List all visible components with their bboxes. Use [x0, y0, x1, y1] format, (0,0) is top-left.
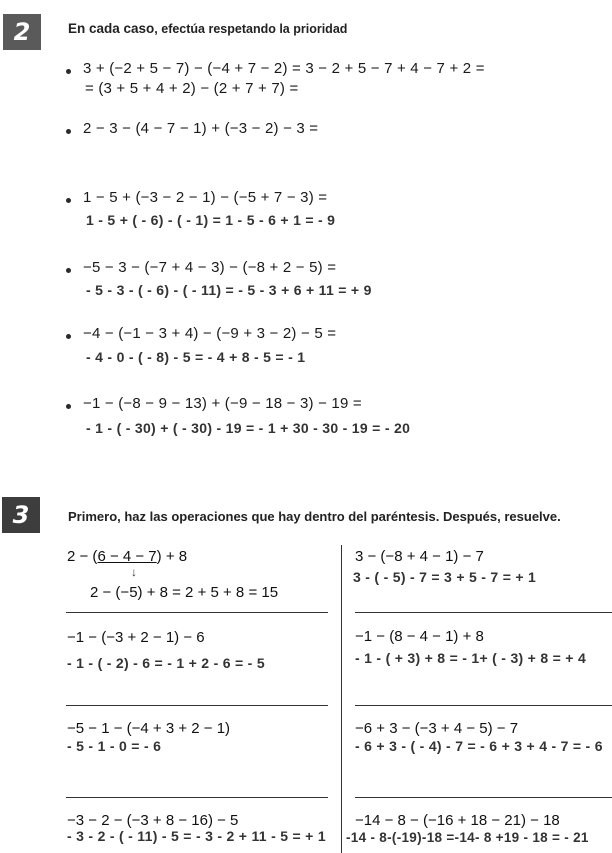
row-divider	[66, 705, 328, 706]
bullet	[66, 129, 71, 134]
row-divider	[355, 797, 612, 798]
exercise-expression: −1 − (−3 + 2 − 1) − 6	[67, 629, 205, 646]
handwritten-answer: - 1 - ( - 30) + ( - 30) - 19 = - 1 + 30 - 30 - 19 = - 20	[86, 420, 411, 436]
exercise-expression: 3 − (−8 + 4 − 1) − 7	[355, 548, 484, 565]
expression-line: −1 − (−8 − 9 − 13) + (−9 − 18 − 3) − 19 =	[83, 395, 362, 412]
handwritten-answer: - 5 - 1 - 0 = - 6	[67, 738, 162, 754]
example-result: 2 − (−5) + 8 = 2 + 5 + 8 = 15	[90, 584, 279, 601]
row-divider	[66, 797, 328, 798]
bullet	[66, 198, 71, 203]
exercise-3-heading: Primero, haz las operaciones que hay dentro del paréntesis. Después, resuelve.	[68, 509, 561, 524]
expression-line: = (3 + 5 + 4 + 2) − (2 + 7 + 7) =	[85, 80, 299, 97]
exercise-expression: −5 − 1 − (−4 + 3 + 2 − 1)	[67, 720, 231, 737]
handwritten-answer: - 6 + 3 - ( - 4) - 7 = - 6 + 3 + 4 - 7 = - 6	[355, 738, 603, 754]
heading-part-b: , efectúa respetando la prioridad	[154, 22, 348, 36]
handwritten-answer: 1 - 5 + ( - 6) - ( - 1) = 1 - 5 - 6 + 1 = - 9	[86, 212, 336, 228]
example-suffix: ) + 8	[156, 548, 188, 565]
exercise-expression: −3 − 2 − (−3 + 8 − 16) − 5	[67, 812, 239, 829]
down-arrow-icon: ↓	[131, 565, 137, 579]
expression-line: −5 − 3 − (−7 + 4 − 3) − (−8 + 2 − 5) =	[83, 259, 337, 276]
bullet	[66, 334, 71, 339]
heading-part-a: En cada caso	[68, 21, 155, 36]
expression-line: 2 − 3 − (4 − 7 − 1) + (−3 − 2) − 3 =	[83, 120, 319, 137]
example-inner-parenthesis: 6 − 4 − 7	[97, 548, 157, 565]
exercise-expression: −1 − (8 − 4 − 1) + 8	[355, 628, 484, 645]
expression-line: 3 + (−2 + 5 − 7) − (−4 + 7 − 2) = 3 − 2 + 5 − 7 + 4 − 7 + 2 =	[83, 60, 485, 77]
expression-line: 1 − 5 + (−3 − 2 − 1) − (−5 + 7 − 3) =	[83, 189, 328, 206]
row-divider	[355, 612, 612, 613]
expression-line: −4 − (−1 − 3 + 4) − (−9 + 3 − 2) − 5 =	[83, 325, 337, 342]
example-expression	[67, 548, 187, 565]
handwritten-answer: 3 - ( - 5) - 7 = 3 + 5 - 7 = + 1	[353, 569, 537, 585]
exercise-2-heading	[68, 21, 347, 36]
handwritten-answer: - 5 - 3 - ( - 6) - ( - 11) = - 5 - 3 + 6 + 11 = + 9	[86, 282, 372, 298]
handwritten-answer: - 3 - 2 - ( - 11) - 5 = - 3 - 2 + 11 - 5 = + 1	[67, 828, 326, 844]
exercise-expression: −14 − 8 − (−16 + 18 − 21) − 18	[355, 812, 560, 829]
exercise-number-badge: 3	[2, 497, 40, 533]
exercise-expression: −6 + 3 − (−3 + 4 − 5) − 7	[355, 720, 519, 737]
example-prefix: 2 − (	[67, 548, 98, 565]
bullet	[66, 404, 71, 409]
bullet	[66, 69, 71, 74]
row-divider	[355, 705, 612, 706]
column-divider	[341, 545, 342, 853]
row-divider	[66, 612, 328, 613]
bullet	[66, 268, 71, 273]
handwritten-answer: - 1 - ( - 2) - 6 = - 1 + 2 - 6 = - 5	[67, 655, 265, 671]
exercise-number-badge: 2	[3, 14, 41, 50]
handwritten-answer: - 1 - ( + 3) + 8 = - 1+ ( - 3) + 8 = + 4	[355, 650, 587, 666]
handwritten-answer: -14 - 8-(-19)-18 =-14- 8 +19 - 18 = - 21	[346, 830, 589, 845]
handwritten-answer: - 4 - 0 - ( - 8) - 5 = - 4 + 8 - 5 = - 1	[86, 349, 306, 365]
